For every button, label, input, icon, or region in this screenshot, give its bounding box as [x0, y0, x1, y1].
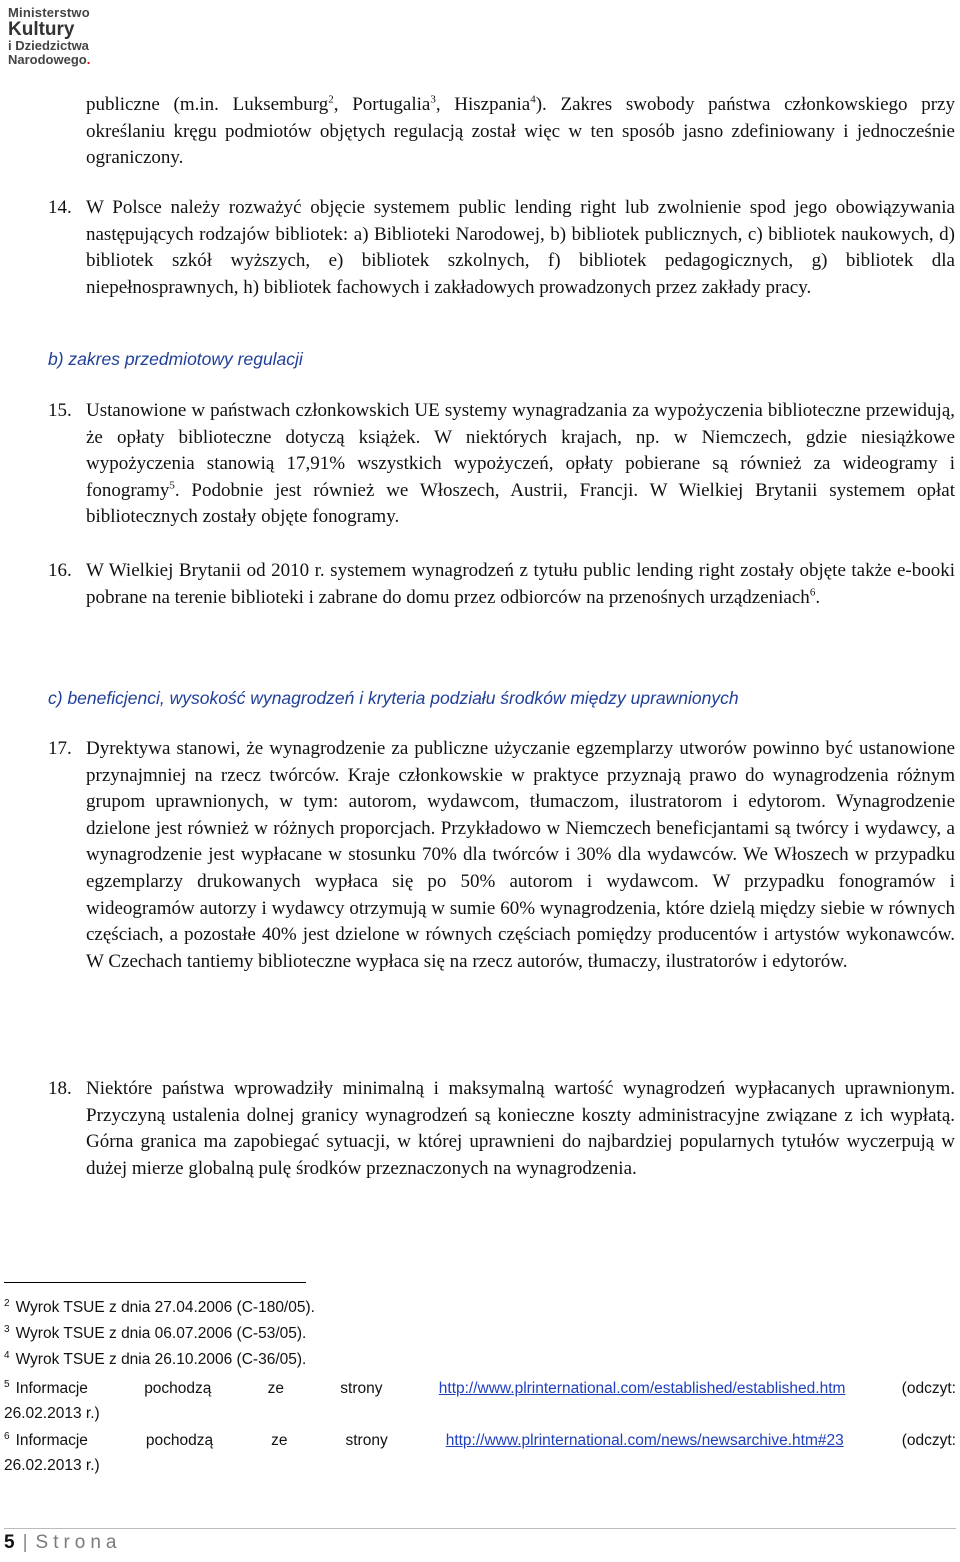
- logo-line-1: Ministerstwo: [8, 5, 90, 20]
- intro-text-3: , Hiszpania: [435, 94, 531, 115]
- p16-text-2: .: [815, 586, 821, 608]
- footnote-6-word-4: strony: [345, 1432, 388, 1449]
- paragraph-17-number: 17.: [48, 738, 72, 759]
- footer-label: Strona: [35, 1532, 122, 1553]
- footnote-3-number: 3: [4, 1323, 10, 1335]
- p15-text-1: Ustanowione w państwach członkowskich UE systemy wynagradzania za wypożyczenia biblioteczne przewidują, że opłaty biblioteczne dotyczą książek. W niektórych krajach, np. w Niemczech, gdzie niesiążkowe wypożyczenia stanowią 17,91% wszystkich wypożyczeń, opłaty pobierane są również za wideogramy i fonogramy: [86, 400, 955, 501]
- footnote-5-tail: (odczyt:: [901, 1380, 956, 1397]
- footnote-5-word-1: Informacje: [15, 1380, 88, 1397]
- footnote-5-date: 26.02.2013 r.): [4, 1405, 100, 1422]
- footer-rule: [4, 1528, 956, 1529]
- footnote-4: [4, 1347, 956, 1372]
- section-heading-b: b) zakres przedmiotowy regulacji: [48, 349, 303, 369]
- footnote-3: [4, 1321, 956, 1346]
- footnote-separator: [4, 1282, 306, 1283]
- footnote-ref-6[interactable]: 6: [809, 586, 816, 599]
- footnote-6-link[interactable]: http://www.plrinternational.com/news/newsarchive.htm#23: [445, 1432, 844, 1449]
- footnote-4-text: Wyrok TSUE z dnia 26.10.2006 (C-36/05).: [15, 1351, 307, 1368]
- paragraph-17: Dyrektywa stanowi, że wynagrodzenie za publiczne użyczanie egzemplarzy utworów powinno być ustanowione przynajmniej na rzecz twórców. Kraje członkowskie w praktyce przyznają prawo do wynagrodzenia różnym grupom uprawnionych, w tym: autorom, wydawcom, tłumaczom, ilustratorom i edytorom. Wynagrodzenie dzielone jest również w różnych proporcjach. Przykładowo w Niemczech beneficjantami są twórcy i wydawcy, a wynagrodzenie jest wypłacane w stosunku 70% dla twórców i 30% dla wydawców. We Włoszech w przypadku egzemplarzy drukowanych wypłaca się po 50% autorom i wydawcom. W przypadku fonogramów i wideogramów autorzy i wydawcy otrzymują w sumie 60% wynagrodzenia, które dzielą między siebie w równych częściach, a pozostałe 40% jest dzielone w równych częściach pomiędzy producentów i artystów wykonawców. W Czechach tantiemy biblioteczne wypłaca się na rzecz autorów, tłumaczy, ilustratorów i edytorów.: [86, 738, 955, 972]
- footnote-5-link[interactable]: http://www.plrinternational.com/established/established.htm: [438, 1380, 846, 1397]
- footnote-3-text: Wyrok TSUE z dnia 06.07.2006 (C-53/05).: [15, 1325, 307, 1342]
- paragraph-14: W Polsce należy rozważyć objęcie systemem public lending right lub zwolnienie spod jego obowiązywania następujących rodzajów bibliotek: a) Biblioteki Narodowej, b) bibliotek publicznych, c) bibliotek naukowych, d) bibliotek szkół wyższych, e) bibliotek szkolnych, f) bibliotek pedagogicznych, g) bibliotek dla niepełnosprawnych, h) bibliotek fachowych i zakładowych prowadzonych przez zakłady pracy.: [86, 197, 955, 298]
- paragraph-16: [86, 558, 955, 611]
- footnote-2: [4, 1295, 956, 1320]
- footnote-6: [4, 1428, 956, 1478]
- footer-separator: |: [22, 1532, 28, 1553]
- footnote-4-number: 4: [4, 1349, 10, 1361]
- footnote-6-date: 26.02.2013 r.): [4, 1457, 100, 1474]
- paragraph-18-number: 18.: [48, 1078, 72, 1099]
- intro-text-1: publiczne (m.in. Luksemburg: [86, 94, 329, 115]
- paragraph-15: [86, 398, 955, 531]
- footnote-6-word-2: pochodzą: [145, 1432, 214, 1449]
- footnote-6-word-3: ze: [271, 1432, 288, 1449]
- footnote-2-number: 2: [4, 1297, 10, 1309]
- paragraph-16-number: 16.: [48, 560, 72, 581]
- page-number: 5: [4, 1532, 15, 1553]
- footnote-6-tail: (odczyt:: [901, 1432, 956, 1449]
- footnote-2-text: Wyrok TSUE z dnia 27.04.2006 (C-180/05).: [15, 1299, 315, 1316]
- logo-line-4: [8, 53, 120, 67]
- p15-text-2: . Podobnie jest również we Włoszech, Austrii, Francji. W Wielkiej Brytanii systemem opłat bibliotecznych zostały objęte fonogramy.: [86, 479, 955, 528]
- footnote-5-word-2: pochodzą: [144, 1380, 212, 1397]
- footnote-5-word-4: strony: [340, 1380, 383, 1397]
- paragraph-15-number: 15.: [48, 400, 72, 421]
- logo-line-4-text: Narodowego: [8, 52, 87, 67]
- paragraph-intro: [86, 92, 955, 172]
- section-heading-c: c) beneficjenci, wysokość wynagrodzeń i kryteria podziału środków między uprawnionych: [48, 688, 739, 708]
- paragraph-18: Niektóre państwa wprowadziły minimalną i maksymalną wartość wynagrodzeń wypłacanych uprawnionym. Przyczyną ustalenia dolnej granicy wynagrodzeń są konieczne koszty administracyjne związane z ich wypłatą. Górna granica ma zapobiegać sytuacji, w której uprawnieni do najbardziej popularnych tytułów wyczerpują w dużej mierze globalną pulę środków przeznaczonych na wynagrodzenia.: [86, 1078, 955, 1179]
- intro-text-2: , Portugalia: [333, 94, 431, 115]
- footnote-5: [4, 1376, 956, 1426]
- logo-line-2: Kultury: [8, 19, 75, 40]
- logo-line-3: i Dziedzictwa: [8, 38, 89, 53]
- footnote-ref-4[interactable]: 4: [530, 93, 536, 106]
- page-footer: [4, 1532, 122, 1554]
- footnote-ref-2[interactable]: 2: [328, 93, 334, 106]
- intro-text-4: ). Zakres swobody państwa członkowskiego przy określaniu kręgu podmiotów objętych regulacją został więc w ten sposób jasno zdefiniowany i jednocześnie ograniczony.: [86, 94, 955, 169]
- ministry-logo: [8, 6, 120, 67]
- logo-dot: .: [86, 52, 91, 67]
- footnote-5-number: 5: [4, 1378, 10, 1390]
- p16-text-1: W Wielkiej Brytanii od 2010 r. systemem wynagrodzeń z tytułu public lending right zostały objęte także e-booki pobrane na terenie biblioteki i zabrane do domu przez odbiorców na przenośnych urządzeniach: [86, 560, 955, 608]
- footnote-ref-5[interactable]: 5: [169, 479, 175, 492]
- footnote-ref-3[interactable]: 3: [430, 93, 436, 106]
- footnote-6-word-1: Informacje: [15, 1432, 88, 1449]
- footnote-6-number: 6: [4, 1430, 10, 1442]
- paragraph-14-number: 14.: [48, 197, 72, 218]
- footnote-5-word-3: ze: [267, 1380, 285, 1397]
